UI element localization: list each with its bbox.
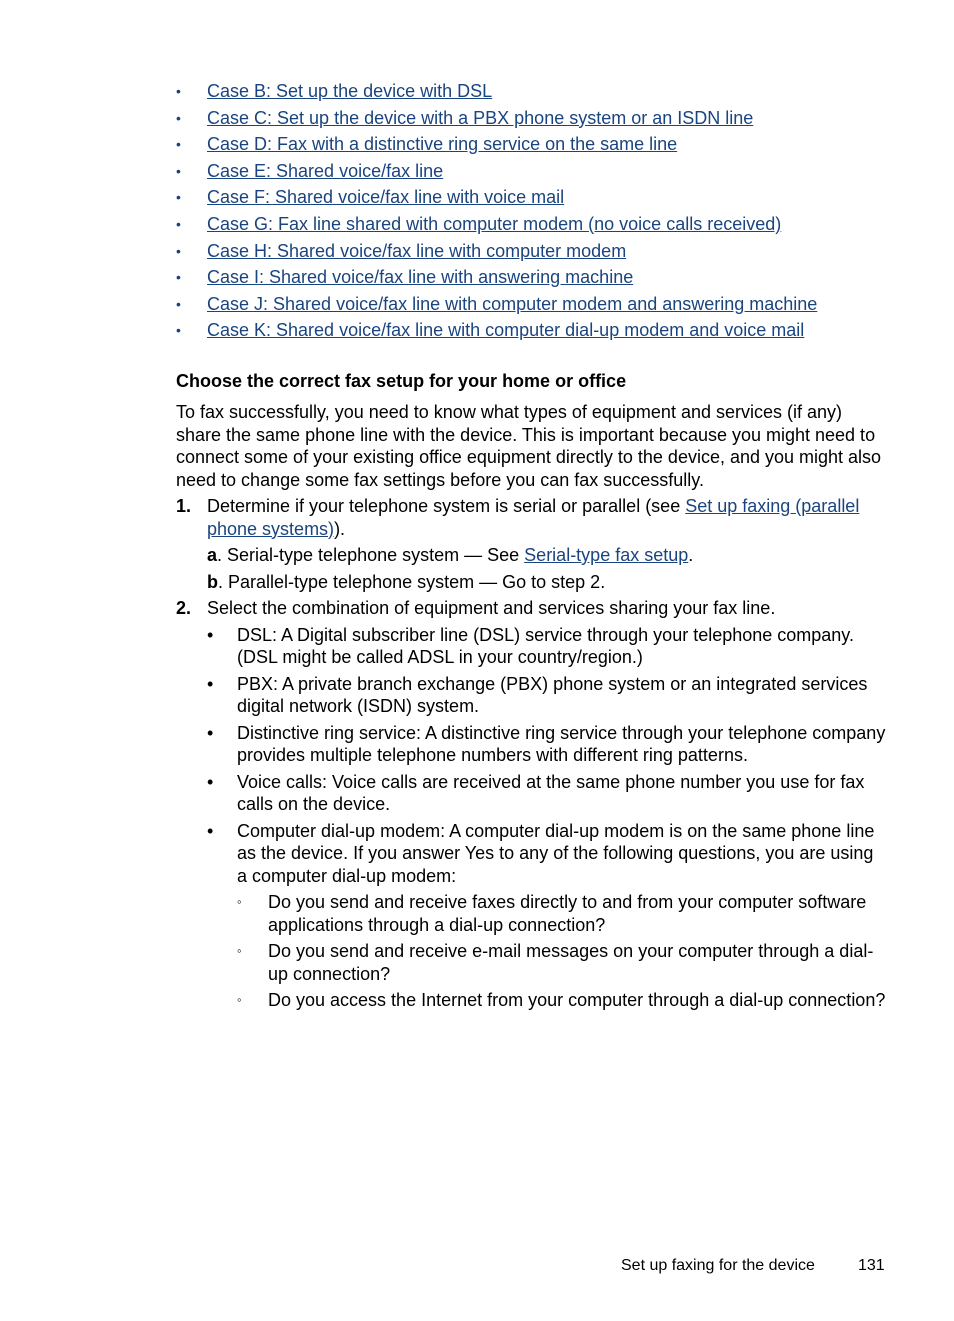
case-c-link[interactable]: Case C: Set up the device with a PBX phone system or an ISDN line [207, 107, 754, 128]
bullet: • [207, 820, 214, 841]
bullet: • [207, 722, 214, 743]
bullet: • [176, 215, 181, 232]
sub-bullet: ◦ [237, 894, 242, 909]
step-number: 1. [176, 496, 192, 516]
list-item [176, 624, 888, 669]
list-item [176, 185, 817, 212]
step-1a [176, 544, 888, 567]
list-item [176, 265, 817, 292]
list-item [176, 673, 888, 718]
step-text: Determine if your telephone system is serial or parallel (see [207, 496, 686, 516]
substep-letter: a [207, 545, 218, 565]
list-item [176, 989, 888, 1012]
list-item [176, 106, 817, 133]
substep-letter: b [207, 571, 218, 592]
bullet: • [207, 673, 214, 694]
bullet: • [176, 189, 181, 206]
option-text: DSL: A Digital subscriber line (DSL) service through your telephone company. (DSL might be called ADSL in your country/region.) [237, 624, 854, 667]
list-item [176, 820, 888, 888]
case-links-list [176, 79, 817, 345]
footer-title: Set up faxing for the device [621, 1257, 815, 1274]
section-heading: Choose the correct fax setup for your home or office [176, 371, 627, 391]
bullet: • [176, 162, 181, 179]
step-1b [176, 571, 888, 594]
sub-bullet: ◦ [237, 992, 242, 1007]
sub-bullet: ◦ [237, 943, 242, 958]
bullet: • [207, 624, 214, 645]
substep-text-end: . [688, 545, 694, 565]
parallel-phone-systems-link[interactable]: Set up faxing (parallel phone systems) [207, 496, 860, 539]
list-item [176, 239, 817, 266]
page-number: 131 [858, 1257, 885, 1274]
fax-setup-section [176, 369, 888, 1012]
case-e-link[interactable]: Case E: Shared voice/fax line [207, 160, 444, 181]
case-i-link[interactable]: Case I: Shared voice/fax line with answering machine [207, 267, 634, 288]
step-text: Select the combination of equipment and services sharing your fax line. [207, 598, 776, 618]
list-item [176, 132, 817, 159]
option-text: Voice calls: Voice calls are received at the same phone number you use for fax calls on the device. [237, 771, 865, 814]
bullet: • [176, 322, 181, 339]
list-item [176, 891, 888, 936]
step-1 [176, 495, 888, 540]
bullet: • [176, 136, 181, 153]
case-h-link[interactable]: Case H: Shared voice/fax line with computer modem [207, 240, 627, 261]
option-text: Distinctive ring service: A distinctive ring service through your telephone company provides multiple telephone numbers with different ring patterns. [237, 722, 886, 765]
substep-text: . Serial-type telephone system — See [217, 545, 525, 565]
case-g-link[interactable]: Case G: Fax line shared with computer modem (no voice calls received) [207, 213, 782, 234]
intro-paragraph: To fax successfully, you need to know what types of equipment and services (if any) share the same phone line with the device. This is important because you might need to connect some of your existing office equipment directly to the device, and you might also need to change some fax settings before you can fax successfully. [176, 402, 882, 490]
bullet: • [207, 771, 214, 792]
bullet: • [176, 269, 181, 286]
question-text: Do you send and receive faxes directly to and from your computer software applications through a dial-up connection? [268, 892, 867, 935]
case-f-link[interactable]: Case F: Shared voice/fax line with voice mail [207, 187, 565, 208]
step-text-end: ). [334, 518, 346, 539]
list-item [176, 79, 817, 106]
bullet: • [176, 295, 181, 312]
bullet: • [176, 109, 181, 126]
list-item [176, 212, 817, 239]
case-j-link[interactable]: Case J: Shared voice/fax line with computer modem and answering machine [207, 293, 818, 314]
step-number: 2. [176, 598, 192, 618]
step-2 [176, 597, 888, 620]
list-item [176, 292, 817, 319]
option-text: PBX: A private branch exchange (PBX) phone system or an integrated services digital network (ISDN) system. [237, 673, 868, 716]
case-k-link[interactable]: Case K: Shared voice/fax line with computer dial-up modem and voice mail [207, 320, 805, 341]
list-item [176, 159, 817, 186]
serial-type-fax-setup-link[interactable]: Serial-type fax setup [524, 545, 689, 565]
option-text: Computer dial-up modem: A computer dial-up modem is on the same phone line as the device. If you answer Yes to any of the following questions, you are using a computer dial-up modem: [237, 820, 875, 886]
bullet: • [176, 83, 181, 99]
question-text: Do you access the Internet from your computer through a dial-up connection? [268, 990, 886, 1010]
case-d-link[interactable]: Case D: Fax with a distinctive ring service on the same line [207, 134, 678, 155]
substep-text: . Parallel-type telephone system — Go to step 2. [218, 571, 606, 592]
list-item [176, 722, 888, 767]
bullet: • [176, 242, 181, 259]
list-item [176, 318, 817, 345]
question-text: Do you send and receive e-mail messages on your computer through a dial-up connection? [268, 941, 874, 984]
case-b-link[interactable]: Case B: Set up the device with DSL [207, 81, 493, 101]
list-item [176, 940, 888, 985]
list-item [176, 771, 888, 816]
